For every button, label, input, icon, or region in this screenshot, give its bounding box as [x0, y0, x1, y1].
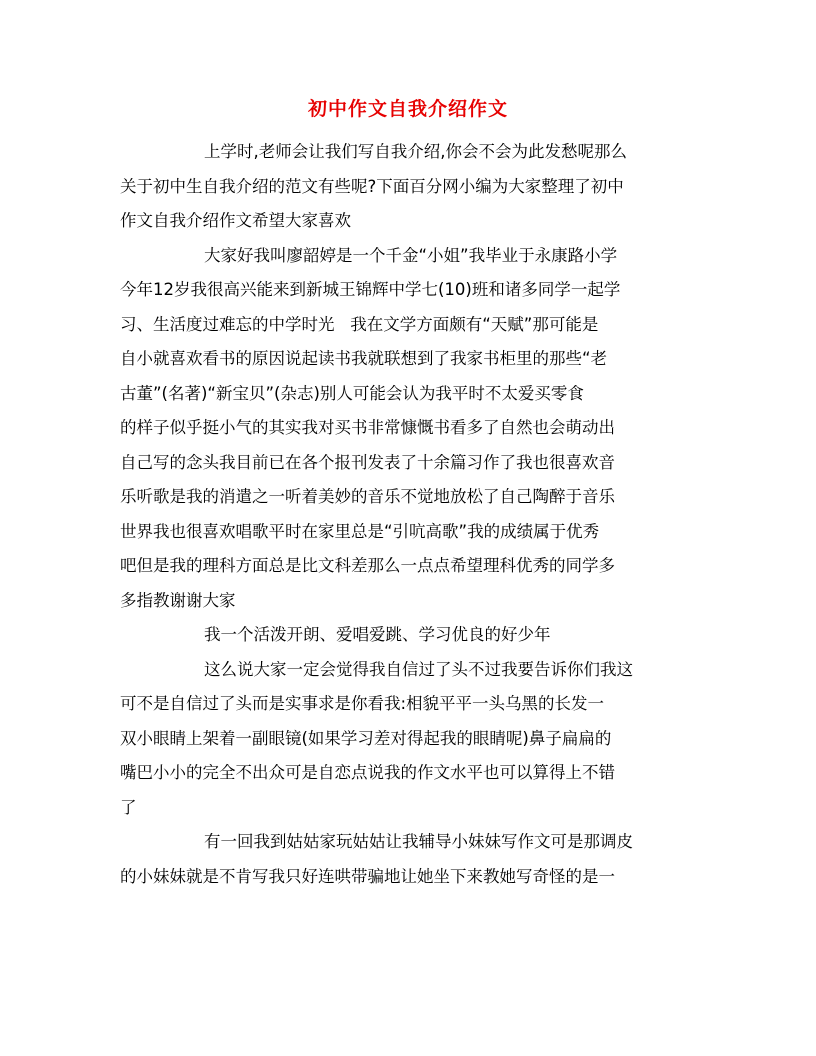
- text-line: 的小妹妹就是不肯写我只好连哄带骗地让她坐下来教她写奇怪的是一: [120, 866, 615, 886]
- text-line: 古董”(名著)“新宝贝”(杂志)别人可能会认为我平时不太爱买零食: [120, 383, 584, 403]
- text-line: 自小就喜欢看书的原因说起读书我就联想到了我家书柜里的那些“老: [120, 349, 608, 368]
- text-line: 我一个活泼开朗、爱唱爱跳、学习优良的好少年: [204, 625, 551, 644]
- text-line: 习、生活度过难忘的中学时光 我在文学方面颇有“天赋”那可能是: [120, 314, 599, 334]
- text-line: 大家好我叫廖韶婷是一个千金“小姐”我毕业于永康路小学: [204, 245, 618, 265]
- text-line: 了: [120, 797, 137, 817]
- text-line: 关于初中生自我介绍的范文有些呢?下面百分网小编为大家整理了初中: [120, 176, 624, 196]
- text-line: 的样子似乎挺小气的其实我对买书非常慷慨书看多了自然也会萌动出: [120, 418, 615, 437]
- text-line: 上学时,老师会让我们写自我介绍,你会不会为此发愁呢那么: [204, 142, 627, 161]
- document-body: [120, 135, 700, 894]
- text-line: 自己写的念头我目前已在各个报刊发表了十余篇习作了我也很喜欢音: [120, 452, 615, 472]
- document-title: 初中作文自我介绍作文: [307, 98, 508, 120]
- text-line: 嘴巴小小的完全不出众可是自恋点说我的作文水平也可以算得上不错: [120, 763, 615, 782]
- text-line: 乐听歌是我的消遣之一听着美妙的音乐不觉地放松了自己陶醉于音乐: [120, 487, 615, 506]
- text-line: 多指教谢谢大家: [120, 590, 236, 610]
- text-line: 吧但是我的理科方面总是比文科差那么一点点希望理科优秀的同学多: [120, 556, 615, 575]
- text-line: 今年12岁我很高兴能来到新城王锦辉中学七(10)班和诸多同学一起学: [120, 280, 621, 299]
- text-line: 作文自我介绍作文希望大家喜欢: [120, 211, 351, 230]
- text-line: 世界我也很喜欢唱歌平时在家里总是“引吭高歌”我的成绩属于优秀: [120, 521, 600, 541]
- text-line: 有一回我到姑姑家玩姑姑让我辅导小妹妹写作文可是那调皮: [204, 832, 633, 851]
- text-line: 可不是自信过了头而是实事求是你看我:相貌平平一头乌黑的长发一: [120, 694, 605, 713]
- text-line: 这么说大家一定会觉得我自信过了头不过我要告诉你们我这: [204, 659, 633, 679]
- text-line: 双小眼睛上架着一副眼镜(如果学习差对得起我的眼睛呢)鼻子扁扁的: [120, 728, 612, 748]
